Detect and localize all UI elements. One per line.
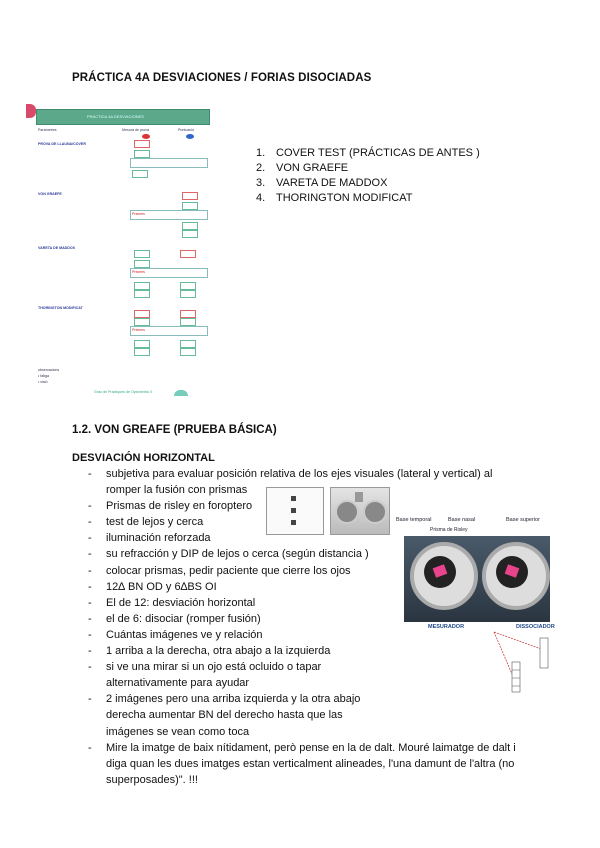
list-item: - colocar prismas, pedir paciente que cierre los ojos — [88, 564, 351, 577]
list-item: - si ve una mirar si un ojo está ocluido o tapar alternativamente para ayudar — [88, 661, 322, 690]
label-disociador: DISSOCIADOR — [516, 624, 555, 630]
worksheet-col3: Puntuació — [178, 128, 194, 132]
worksheet-header: PRACTICA 4A DESVIACIONES — [36, 109, 210, 125]
page-title: PRÁCTICA 4A DESVIACIONES / FORIAS DISOCIADAS — [72, 72, 372, 84]
list-item: - subjetiva para evaluar posición relativa de los ejes visuales (lateral y vertical) al romper la fusión con prismas — [88, 468, 493, 497]
worksheet-footer: Grau de Practiques de Optometria II — [94, 390, 152, 394]
list-item: - 12∆ BN OD y 6∆BS OI — [88, 580, 217, 593]
list-item: 4. THORINGTON MODIFICAT — [256, 192, 413, 204]
worksheet-sec1: PROVA DE LLAUNA/COVER — [38, 142, 86, 146]
list-item: - el de 6: disociar (romper fusión) — [88, 612, 261, 625]
list-item: 1. COVER TEST (PRÁCTICAS DE ANTES ) — [256, 147, 480, 159]
test-list — [256, 146, 480, 206]
phoropter-closeup-photo — [404, 536, 550, 622]
list-item: - su refracción y DIP de lejos o cerca (según distancia ) — [88, 548, 369, 561]
sub-heading: DESVIACIÓN HORIZONTAL — [72, 452, 215, 464]
list-item: - Mire la imatge de baix nítidament, però pense en la de dalt. Mouré laimatge de dalt i diga quan les dues imatges estan verticalment alineades, l'una damunt de l'altra (no superposades)". !!! — [88, 741, 516, 786]
list-item: - iluminación reforzada — [88, 532, 211, 545]
list-item: - El de 12: desviación horizontal — [88, 596, 256, 609]
list-item: - test de lejos y cerca — [88, 516, 204, 529]
label-base-temporal: Base temporal — [396, 517, 432, 523]
list-item: - 1 arriba a la derecha, otra abajo a la izquierda — [88, 645, 331, 658]
worksheet-sec4: THORINGTON MODIFICAT — [38, 306, 83, 310]
worksheet-col2: Mesura de prova — [122, 128, 149, 132]
section-heading: 1.2. VON GREAFE (PRUEBA BÁSICA) — [72, 424, 277, 436]
label-base-superior: Base superior — [506, 517, 540, 523]
list-item: 2. VON GRAEFE — [256, 162, 349, 174]
list-item: 3. VARETA DE MADDOX — [256, 177, 388, 189]
list-item: - 2 imágenes pero una arriba izquierda y la otra abajo derecha aumentar BN del derecho hasta que las imágenes se vean como toca — [88, 693, 361, 738]
list-item: - Prismas de risley en foroptero — [88, 500, 253, 513]
label-prisma: Prisma de Risley — [430, 527, 468, 533]
label-medidor: MESURADOR — [428, 624, 465, 630]
worksheet-sec3: VARETA DE MADDOX — [38, 246, 76, 250]
worksheet-sec2: VON GRAEFE — [38, 192, 62, 196]
worksheet-col1: Paràmetres — [38, 128, 57, 132]
label-base-nasal: Base nasal — [448, 517, 476, 523]
scale-icon — [510, 660, 524, 696]
list-item: - Cuántas imágenes ve y relación — [88, 628, 263, 641]
dots-image — [266, 487, 324, 535]
phoropter-photo — [330, 487, 390, 535]
worksheet-image: PRACTICA 4A DESVIACIONES Paràmetres Mesura de prova Puntuació PROVA DE LLAUNA/COVER VON GRAEFE Prismes VARETA DE MADDOX Prismes THORINGTON MODIFICAT Prismes observacions • fatiga • visió Grau de Practiques de Optometria II — [34, 100, 208, 396]
pink-tab — [26, 104, 36, 118]
